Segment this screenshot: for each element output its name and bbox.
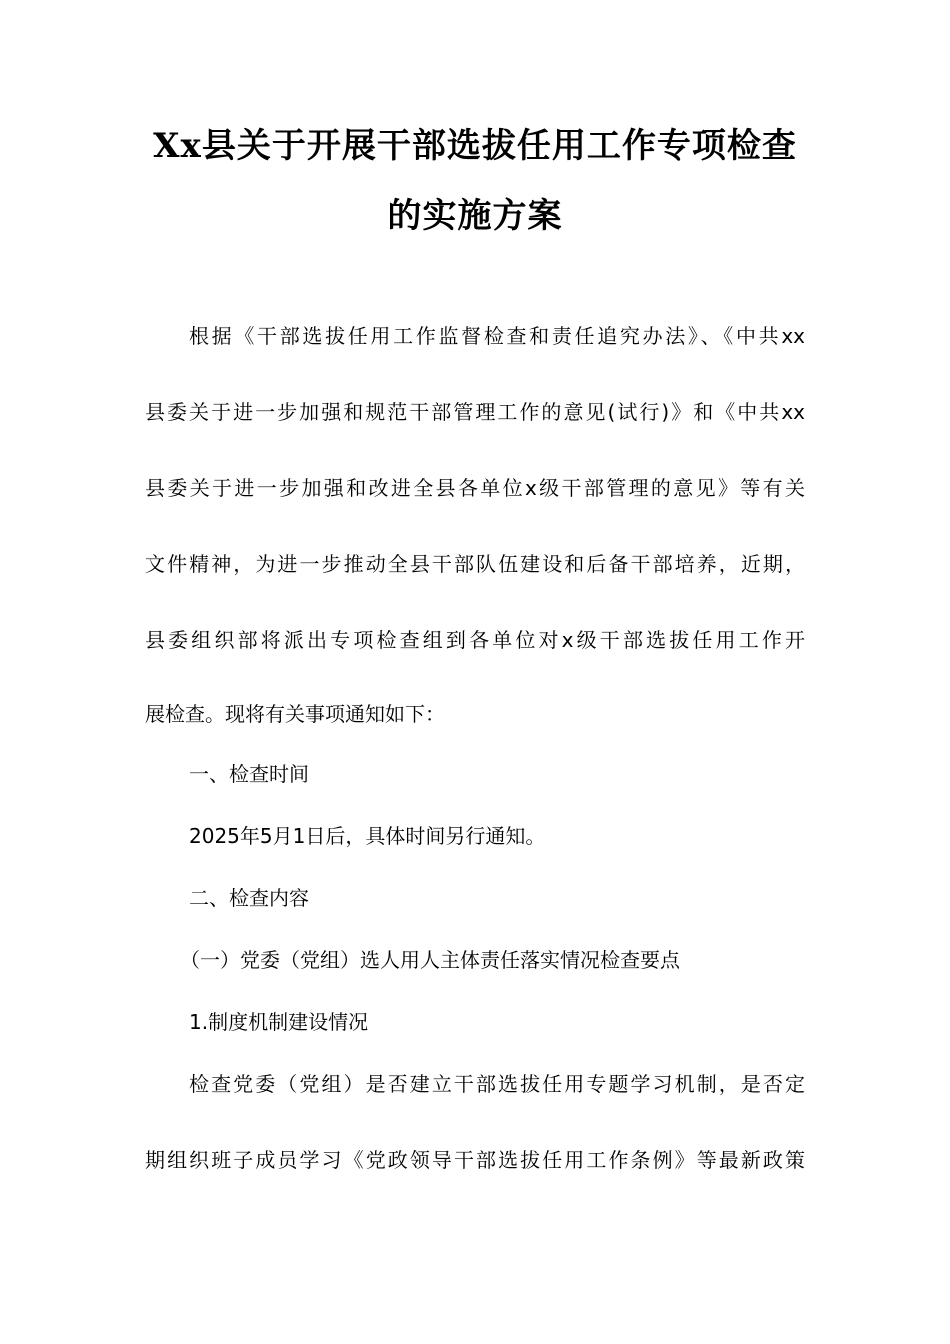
item-heading: 1.制度机制建设情况 [189, 1010, 369, 1034]
paragraph-inspection-time: 2025年5月1日后，具体时间另行通知。 [189, 824, 546, 848]
paragraph-intro-line: 县委关于进一步加强和规范干部管理工作的意见(试行)》和《中共xx [145, 400, 805, 424]
document-title-line-2: 的实施方案 [387, 196, 563, 236]
paragraph-body-line: 检查党委（党组）是否建立干部选拔任用专题学习机制，是否定 [189, 1072, 805, 1096]
paragraph-intro-line: 展检查。现将有关事项通知如下： [145, 702, 445, 726]
paragraph-body-line: 期组织班子成员学习《党政领导干部选拔任用工作条例》等最新政策 [145, 1148, 805, 1172]
subsection-heading: （一）党委（党组）选人用人主体责任落实情况检查要点 [180, 948, 680, 972]
section-heading-inspection-content: 二、检查内容 [189, 886, 309, 910]
section-heading-inspection-time: 一、检查时间 [189, 762, 309, 786]
paragraph-intro-line: 县委关于进一步加强和改进全县各单位x级干部管理的意见》等有关 [145, 476, 805, 500]
document-title-line-1: Xx县关于开展干部选拔任用工作专项检查 [153, 126, 797, 166]
paragraph-intro-line: 县委组织部将派出专项检查组到各单位对x级干部选拔任用工作开 [145, 628, 805, 652]
paragraph-intro-line: 根据《干部选拔任用工作监督检查和责任追究办法》、《中共xx [189, 324, 805, 348]
paragraph-intro-line: 文件精神，为进一步推动全县干部队伍建设和后备干部培养，近期， [145, 552, 805, 576]
